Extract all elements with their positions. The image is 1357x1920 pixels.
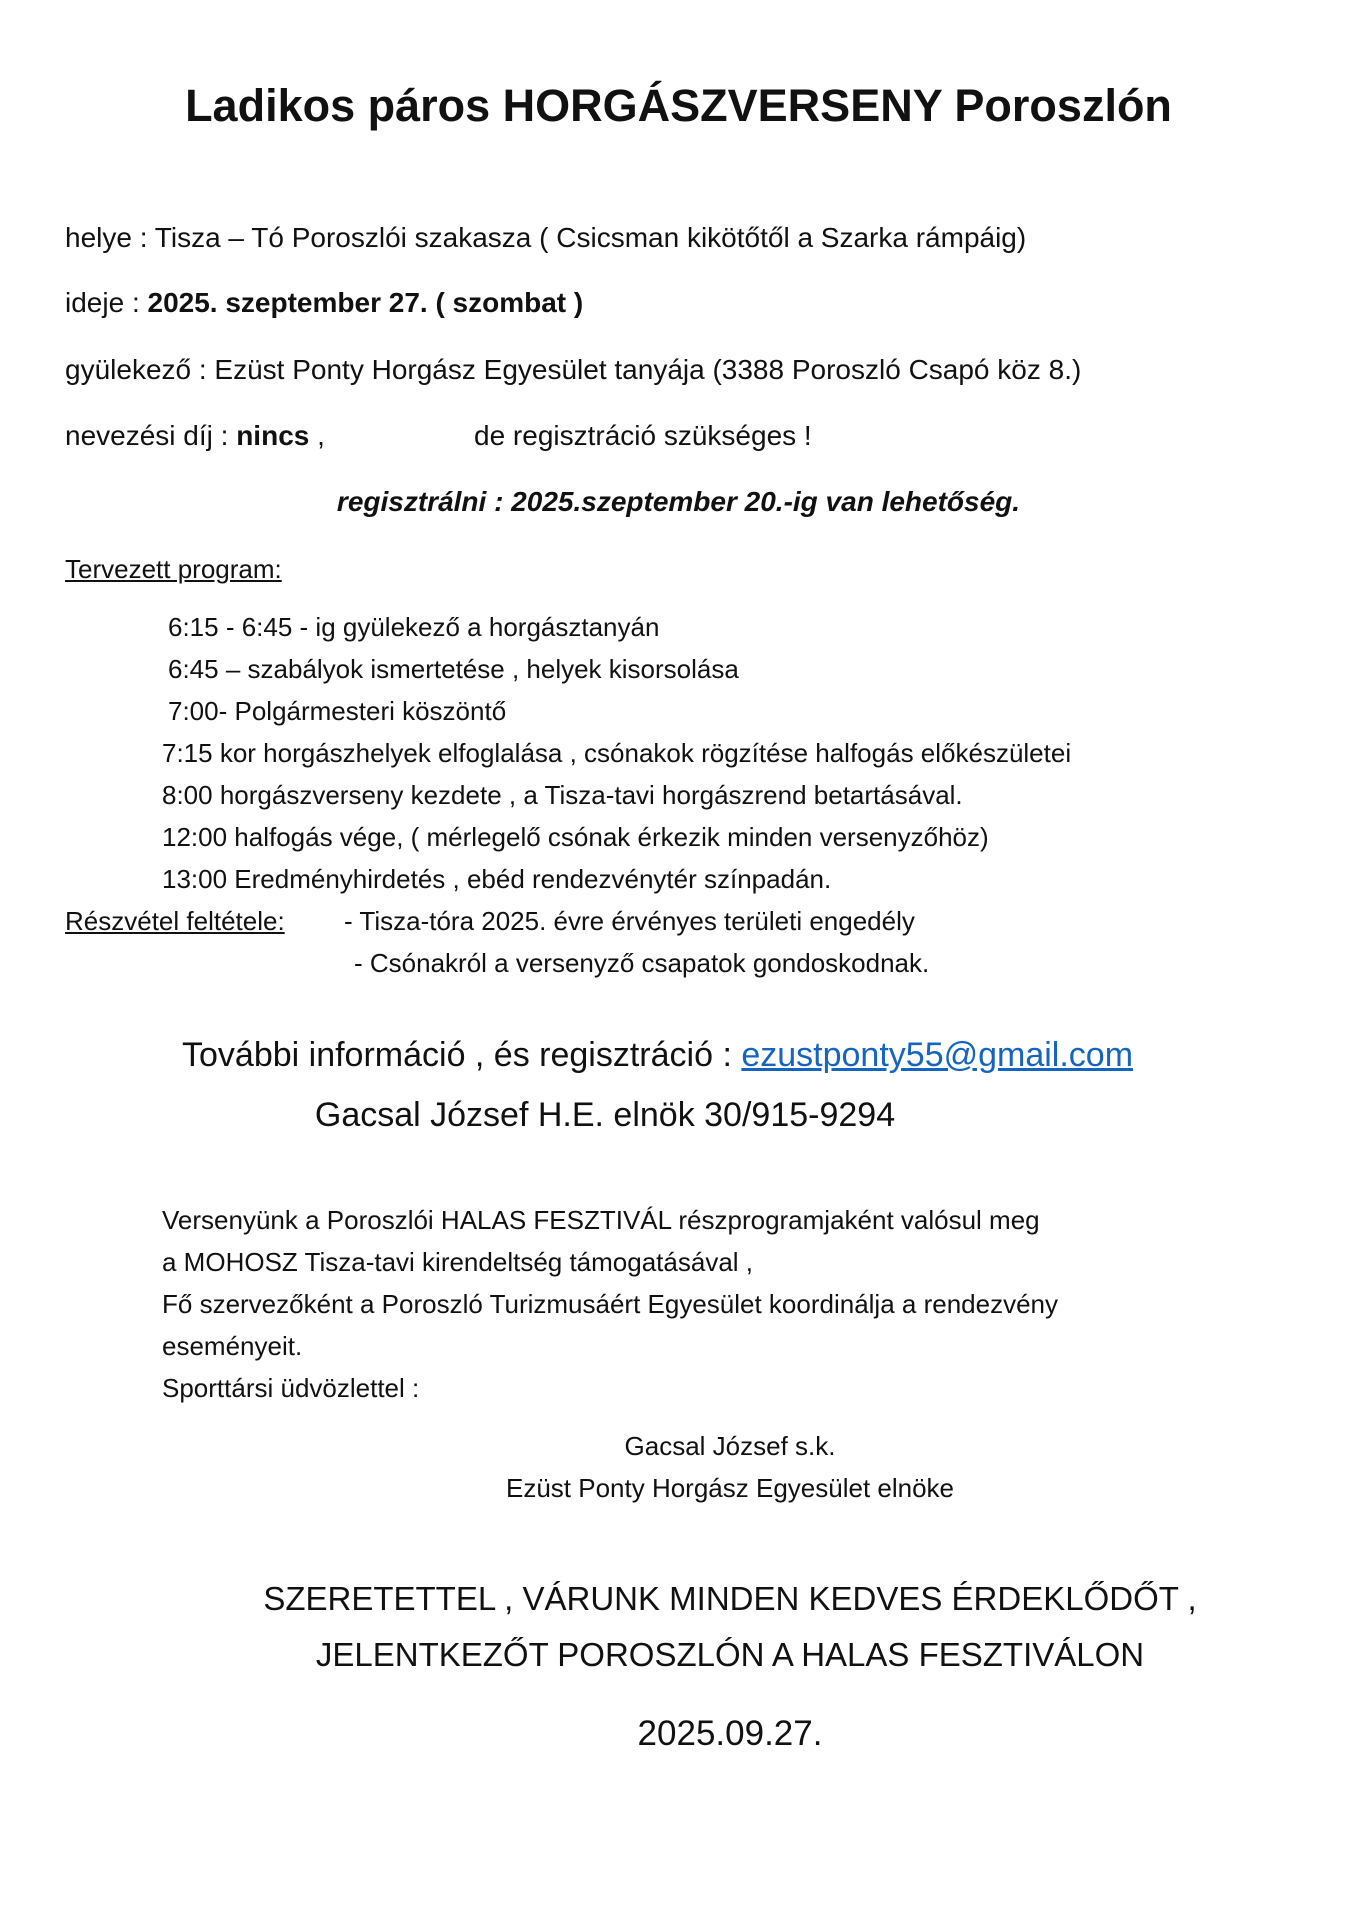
paragraph-line: Versenyünk a Poroszlói HALAS FESZTIVÁL részprogramjaként valósul meg (162, 1205, 1040, 1235)
closing-line: SZERETETTEL , VÁRUNK MINDEN KEDVES ÉRDEKLŐDŐT , (263, 1580, 1197, 1617)
closing-date: 2025.09.27. (637, 1714, 823, 1753)
program-heading: Tervezett program: (65, 554, 282, 584)
program-item: 8:00 horgászverseny kezdete , a Tisza-tavi horgászrend betartásával. (162, 780, 963, 810)
page-title: Ladikos páros HORGÁSZVERSENY Poroszlón (185, 80, 1172, 131)
date-value: 2025. szeptember 27. ( szombat ) (147, 287, 584, 318)
fee-label: nevezési díj : (65, 420, 237, 451)
registration-note: de regisztráció szükséges ! (474, 420, 812, 451)
contact-person: Gacsal József H.E. elnök 30/915-9294 (314, 1096, 896, 1134)
fee-value: nincs (236, 420, 310, 451)
signature-name: Gacsal József s.k. (624, 1431, 836, 1461)
paragraph-line: Sporttársi üdvözlettel : (162, 1373, 420, 1403)
participation-condition: - Tisza-tóra 2025. évre érvényes területi engedély (344, 906, 915, 936)
program-item: 6:15 - 6:45 - ig gyülekező a horgásztanyán (168, 612, 660, 642)
meeting-line (65, 354, 1081, 386)
participation-condition: - Csónakról a versenyző csapatok gondoskodnak. (354, 948, 930, 978)
registration-deadline: regisztrálni : 2025.szeptember 20.-ig van lehetőség. (336, 486, 1021, 517)
meeting-label: gyülekező : (65, 354, 215, 385)
paragraph-line: a MOHOSZ Tisza-tavi kirendeltség támogatásával , (162, 1247, 754, 1277)
contact-info-label: További információ , és regisztráció : (182, 1036, 742, 1074)
date-label: ideje : (65, 287, 148, 318)
program-item: 6:45 – szabályok ismertetése , helyek kisorsolása (168, 654, 739, 684)
signature-role: Ezüst Ponty Horgász Egyesület elnöke (505, 1473, 955, 1503)
meeting-value: Ezüst Ponty Horgász Egyesület tanyája (3388 Poroszló Csapó köz 8.) (214, 354, 1082, 385)
participation-heading: Részvétel feltétele: (65, 906, 285, 936)
fee-line (65, 420, 325, 452)
paragraph-line: Fő szervezőként a Poroszló Turizmusáért Egyesület koordinálja a rendezvény (162, 1289, 1058, 1319)
fee-suffix: , (309, 420, 325, 451)
contact-info-line (182, 1036, 1133, 1075)
closing-line: JELENTKEZŐT POROSZLÓN A HALAS FESZTIVÁLON (315, 1636, 1145, 1673)
place-label: helye : (65, 222, 155, 253)
date-line (65, 287, 583, 319)
program-item: 7:15 kor horgászhelyek elfoglalása , csónakok rögzítése halfogás előkészületei (162, 738, 1072, 768)
email-link[interactable]: ezustponty55@gmail.com (741, 1036, 1134, 1074)
paragraph-line: eseményeit. (162, 1331, 303, 1361)
program-item: 13:00 Eredményhirdetés , ebéd rendezvénytér színpadán. (162, 864, 832, 894)
program-item: 12:00 halfogás vége, ( mérlegelő csónak érkezik minden versenyzőhöz) (162, 822, 989, 852)
place-line (65, 222, 1026, 254)
program-item: 7:00- Polgármesteri köszöntő (168, 696, 507, 726)
place-value: Tisza – Tó Poroszlói szakasza ( Csicsman kikötőtől a Szarka rámpáig) (154, 222, 1027, 253)
